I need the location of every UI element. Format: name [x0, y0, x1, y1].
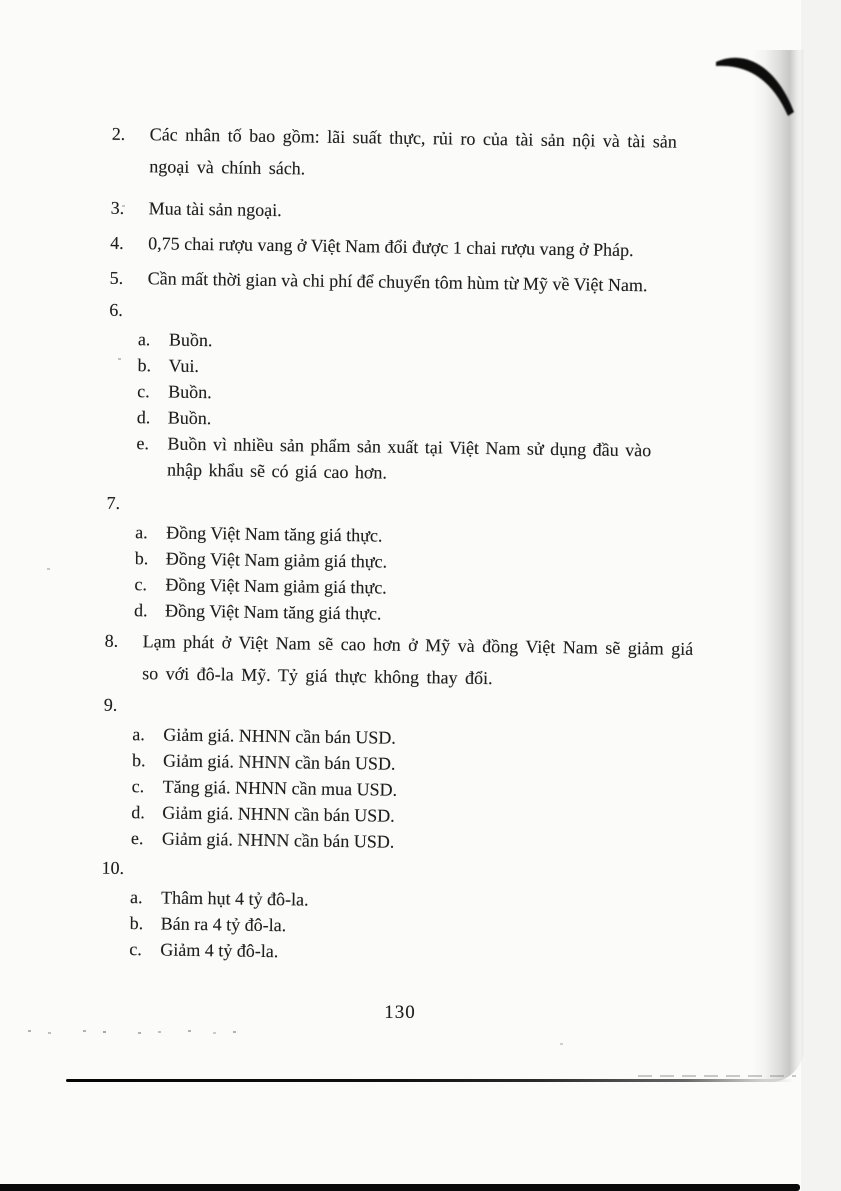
option-label: b.	[129, 913, 144, 934]
option-text: Đồng Việt Nam tăng giá thực.	[166, 522, 383, 546]
option-label: c.	[137, 381, 150, 402]
option-label: b.	[131, 750, 146, 771]
option-text: Buồn.	[168, 381, 212, 403]
option-label: d.	[133, 600, 148, 621]
option-label: b.	[134, 548, 149, 569]
option-text: Thâm hụt 4 tỷ đô-la.	[160, 887, 309, 910]
option-label: a.	[135, 522, 148, 543]
option-text: Giảm giá. NHNN cần bán USD.	[161, 828, 395, 852]
item-number: 3.	[110, 197, 125, 218]
option-list	[129, 884, 751, 971]
page-number: 130	[384, 1002, 416, 1023]
option-label: c.	[129, 939, 143, 960]
option-text: Giảm giá. NHNN cần bán USD.	[162, 750, 396, 774]
scan-speckles	[28, 1030, 31, 1032]
answer-item	[0, 485, 757, 632]
item-text: 0,75 chai rượu vang ở Việt Nam đổi được 1 chai rượu vang ở Pháp.	[148, 233, 634, 261]
answer-item	[0, 687, 754, 860]
scan-bottom-bar	[0, 1184, 800, 1191]
answer-item	[0, 292, 759, 491]
item-text: Cần mất thời gian và chi phí để chuyển tôm hùm từ Mỹ về Việt Nam.	[147, 268, 648, 296]
option-label: d.	[131, 802, 145, 823]
option-label: e.	[130, 828, 144, 849]
option-label: a.	[137, 329, 151, 350]
item-number: 2.	[111, 123, 126, 144]
answer-item	[0, 623, 755, 698]
option-text: Vui.	[168, 355, 200, 376]
option-text: Giảm giá. NHNN cần bán USD.	[163, 724, 396, 748]
option-list	[131, 721, 754, 860]
item-number-row	[0, 485, 757, 528]
option-text: Buồn vì nhiều sản phẩm sản xuất tại Việt Nam sử dụng đầu vào nhập khẩu sẽ có giá cao hơn.	[166, 433, 652, 483]
option-text: Đồng Việt Nam tăng giá thực.	[164, 600, 382, 624]
option-list	[134, 519, 756, 632]
option-list	[136, 326, 759, 491]
option-text: Giảm 4 tỷ đô-la.	[160, 939, 279, 962]
item-number: 9.	[103, 694, 118, 715]
option-text: Đồng Việt Nam giảm giá thực.	[165, 574, 387, 598]
answer-item	[0, 116, 762, 191]
item-number: 6.	[109, 299, 123, 320]
option-label: a.	[129, 887, 143, 908]
option-label: d.	[136, 407, 151, 428]
item-text: Các nhân tố bao gồm: lãi suất thực, rủi ro của tài sản nội và tài sản ngoại và chính sách.	[149, 124, 677, 179]
option-text: Tăng giá. NHNN cần mua USD.	[162, 776, 398, 800]
scanner-bed-strip	[801, 0, 841, 1191]
option-text: Bán ra 4 tỷ đô-la.	[160, 913, 287, 936]
book-edge-faint-line	[638, 1075, 796, 1077]
option-text: Đồng Việt Nam giảm giá thực.	[165, 548, 388, 572]
book-bottom-edge	[66, 1079, 794, 1082]
item-number-row	[0, 116, 762, 191]
item-number-row	[0, 623, 755, 698]
item-number: 4.	[110, 232, 124, 253]
option-text: Buồn.	[168, 329, 213, 351]
option-text: Giảm giá. NHNN cần bán USD.	[162, 802, 395, 826]
option-label: b.	[137, 355, 152, 376]
option-label: a.	[132, 724, 146, 745]
answer-list	[0, 116, 762, 971]
option-label: c.	[131, 776, 145, 797]
option-label: c.	[134, 574, 148, 595]
item-number: 7.	[106, 492, 121, 513]
item-text: Mua tài sản ngoại.	[148, 198, 282, 221]
option-label: e.	[136, 433, 150, 454]
item-number: 5.	[109, 267, 124, 288]
option-text: Buồn.	[167, 407, 212, 429]
item-number: 10.	[101, 857, 125, 878]
item-number: 8.	[104, 630, 119, 651]
item-text: Lạm phát ở Việt Nam sẽ cao hơn ở Mỹ và đồng Việt Nam sẽ giảm giá so với đô-la Mỹ. Tỷ giá thực không thay đổi.	[142, 631, 694, 689]
answer-item	[0, 850, 752, 971]
answer-option	[136, 430, 758, 491]
